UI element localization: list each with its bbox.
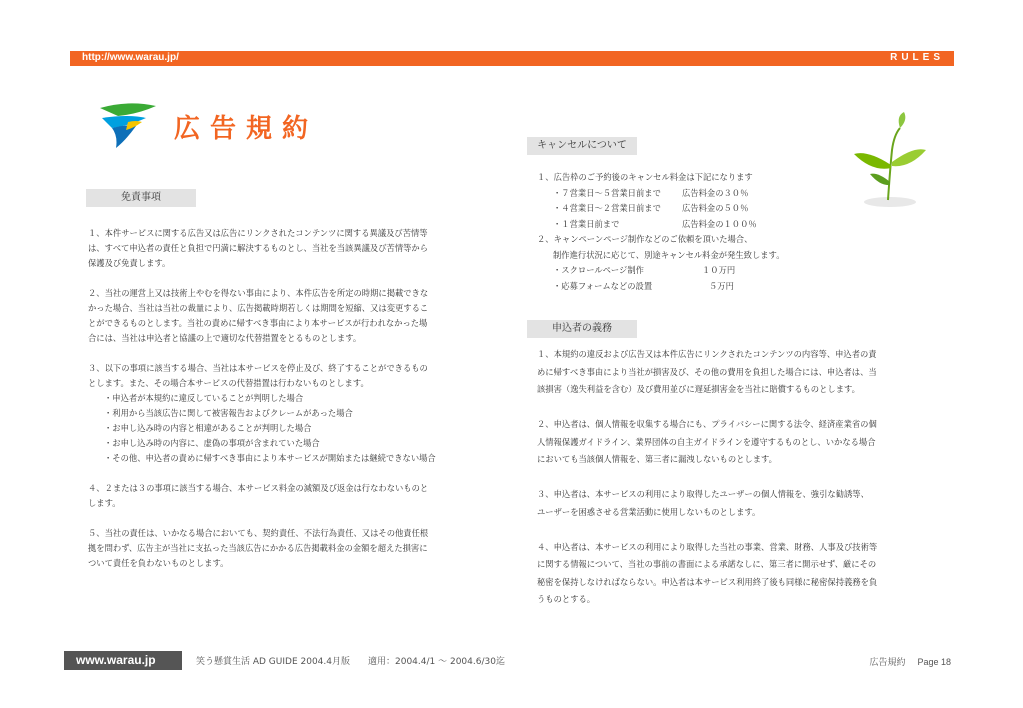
- production-fee-label: ・スクロールページ制作: [553, 265, 644, 275]
- cancel-fee-value: 広告料金の３０％: [682, 187, 749, 198]
- exemption-bullet: ・申込者が本規約に違反していることが判明した場合: [104, 393, 304, 403]
- exemption-line: [88, 271, 436, 286]
- exemption-line: [88, 346, 436, 361]
- cancel-fee-value: 広告料金の５０％: [682, 203, 749, 213]
- production-fee-value: ５万円: [709, 280, 734, 291]
- duties-line: [537, 469, 877, 487]
- exemption-line: 合には、当社は申込者と協議の上で適切な代替措置をとるものとします。: [88, 333, 362, 343]
- footer-section: 広告規約: [869, 658, 906, 668]
- cancel-fee-row: [537, 201, 785, 217]
- duties-line: においても当該個人情報を、第三者に漏洩しないものとします。: [537, 454, 777, 464]
- production-fee-value: １０万円: [702, 265, 736, 275]
- cancel-intro: １、広告枠のご予約後のキャンセル料金は下記になります: [537, 172, 753, 182]
- exemption-line: ついて責任を負わないものとします。: [88, 558, 229, 568]
- duties-line: めに帰すべき事由により当社が損害及び、その他の費用を負担した場合には、申込者は、当: [537, 366, 877, 377]
- duties-line: うものとする。: [537, 594, 596, 604]
- footer-page-info: [869, 655, 951, 668]
- duties-line: [537, 399, 877, 417]
- cancel-heading: キャンセルについて: [527, 137, 637, 155]
- cancel-fee-value: 広告料金の１００％: [682, 218, 757, 229]
- exemption-line: かった場合、当社は当社の裁量により、広告掲載時期若しくは期間を短縮、又は変更するこ: [88, 303, 429, 313]
- cancel-body: [537, 170, 785, 294]
- duties-line: 該損害（逸失利益を含む）及び費用並びに遅延損害金を当社に賠償するものとします。: [537, 384, 860, 394]
- exemption-bullet: ・利用から当該広告に関して被害報告およびクレームがあった場合: [104, 408, 353, 418]
- exemption-bullet: ・お申し込み時の内容と相違があることが判明した場合: [104, 423, 312, 433]
- exemption-line: ２、当社の運営上又は技術上やむを得ない事由により、本件広告を所定の時期に掲載できな: [88, 288, 429, 298]
- exemption-line: とができるものとします。当社の責めに帰すべき事由により本サービスが行われなかった場: [88, 318, 428, 328]
- duties-line: に関する情報について、当社の事前の書面による承諾なしに、第三者に開示せず、厳にその: [537, 559, 877, 569]
- exemption-line: [88, 466, 436, 481]
- exemption-body: [88, 226, 436, 571]
- exemption-line: 保護及び免責します。: [88, 258, 171, 268]
- footer-guide-text: 笑う懸賞生活 AD GUIDE 2004.4月版 適用：2004.4/1 ～ 2004.6/30迄: [196, 657, 505, 667]
- duties-line: 人情報保護ガイドライン、業界団体の自主ガイドラインを遵守するものとし、いかなる場合: [537, 436, 876, 447]
- exemption-line: ５、当社の責任は、いかなる場合においても、契約責任、不法行為責任、又はその他責任根: [88, 528, 429, 538]
- duties-body: [537, 346, 877, 609]
- production-fee-row: [537, 279, 785, 295]
- exemption-bullet: ・その他、申込者の責めに帰すべき事由により本サービスが開始または継続できない場合: [104, 453, 436, 463]
- duties-heading: 申込者の義務: [527, 320, 637, 338]
- footer-brand[interactable]: www.warau.jp: [76, 653, 156, 667]
- cancel-fee-row: [537, 186, 785, 202]
- duties-line: ４、申込者は、本サービスの利用により取得した当社の事業、営業、財務、人事及び技術等: [537, 541, 878, 552]
- exemption-line: します。: [88, 498, 121, 508]
- exemption-line: とします。また、その場合本サービスの代替措置は行わないものとします。: [88, 378, 369, 388]
- exemption-line: は、すべて申込者の責任と負担で円満に解決するものとし、当社を当該異議及び苦情等から: [88, 243, 429, 253]
- duties-line: [537, 521, 877, 539]
- cancel-fee-label: ・７営業日～５営業日前まで: [553, 187, 661, 198]
- exemption-line: ４、２または３の事項に該当する場合、本サービス料金の減額及び返金は行なわないものと: [88, 483, 429, 493]
- site-url[interactable]: http://www.warau.jp/: [82, 52, 179, 63]
- cancel-intro: ２、キャンペーンページ制作などのご依頼を頂いた場合、: [537, 234, 753, 244]
- duties-line: ２、申込者は、個人情報を収集する場合にも、プライバシーに関する法令、経済産業省の個: [537, 419, 877, 429]
- duties-line: ３、申込者は、本サービスの利用により取得したユーザーの個人情報を、強引な勧誘等、: [537, 489, 869, 499]
- section-label: RULES: [890, 52, 944, 63]
- page-title: 広告規約: [174, 114, 319, 144]
- cancel-fee-label: ・４営業日～２営業日前まで: [553, 203, 661, 213]
- cancel-fee-label: ・１営業日前まで: [553, 218, 620, 229]
- duties-line: ユーザーを困惑させる営業活動に使用しないものとします。: [537, 506, 761, 517]
- exemption-heading: 免責事項: [86, 189, 196, 207]
- footer-brand-bar[interactable]: [64, 651, 182, 670]
- page-number: Page 18: [917, 657, 951, 667]
- exemption-line: [88, 511, 436, 526]
- cancel-fee-row: [537, 217, 785, 233]
- top-banner: [70, 51, 954, 66]
- duties-line: １、本規約の違反および広告又は本件広告にリンクされたコンテンツの内容等、申込者の責: [537, 349, 877, 359]
- exemption-line: 拠を問わず、広告主が当社に支払った当該広告にかかる広告掲載料金の金額を超えた損害に: [88, 543, 428, 553]
- production-fee-label: ・応募フォームなどの設置: [553, 280, 653, 291]
- cancel-intro: 制作進行状況に応じて、別途キャンセル料金が発生致します。: [553, 249, 785, 260]
- exemption-bullet: ・お申し込み時の内容に、虚偽の事項が含まれていた場合: [104, 438, 320, 448]
- exemption-line: ３、以下の事項に該当する場合、当社は本サービスを停止及び、終了することができるもの: [88, 363, 428, 373]
- plant-sprout-icon: [848, 110, 928, 210]
- duties-line: 秘密を保持しなければならない。申込者は本サービス利用終了後も同様に秘密保持義務を負: [537, 576, 878, 587]
- warau-logo-icon: [98, 100, 158, 150]
- exemption-line: １、本件サービスに関する広告又は広告にリンクされたコンテンツに関する異議及び苦情等: [88, 228, 428, 238]
- production-fee-row: [537, 263, 785, 279]
